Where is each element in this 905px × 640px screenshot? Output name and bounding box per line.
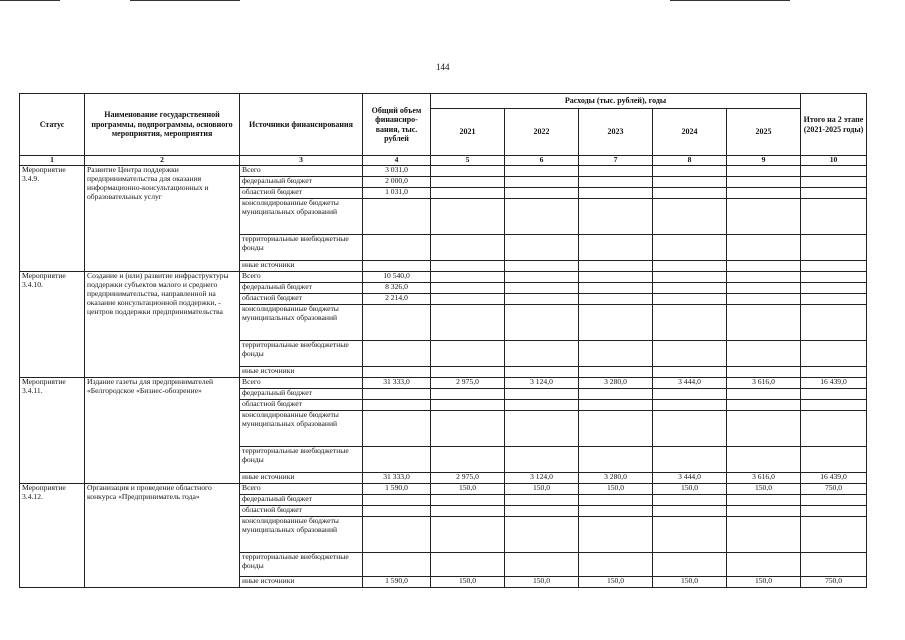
year-value-cell <box>727 166 801 177</box>
year-value-cell <box>431 305 505 341</box>
total-cell <box>363 400 431 411</box>
source-cell: территориальные внебюджетные фонды <box>240 447 363 473</box>
source-cell: территориальные внебюджетные фонды <box>240 235 363 261</box>
year-value-cell <box>431 447 505 473</box>
source-cell: иные источники <box>240 473 363 484</box>
year-value-cell <box>579 199 653 235</box>
year-value-cell <box>653 367 727 378</box>
year-value-cell: 3 124,0 <box>505 378 579 389</box>
year-value-cell <box>431 411 505 447</box>
year-value-cell <box>431 166 505 177</box>
total-cell: 1 031,0 <box>363 188 431 199</box>
header-total: Общий объем финансиро-вания, тыс. рублей <box>363 94 431 156</box>
source-cell: федеральный бюджет <box>240 389 363 400</box>
source-cell: Всего <box>240 166 363 177</box>
year-value-cell <box>579 411 653 447</box>
year-value-cell: 3 616,0 <box>727 378 801 389</box>
total-cell: 1 590,0 <box>363 484 431 495</box>
year-value-cell <box>653 188 727 199</box>
header-year: 2025 <box>727 109 801 156</box>
year-value-cell <box>727 341 801 367</box>
status-cell: Мероприятие 3.4.12. <box>20 484 85 588</box>
year-value-cell <box>505 389 579 400</box>
source-cell: иные источники <box>240 367 363 378</box>
year-value-cell: 3 280,0 <box>579 378 653 389</box>
source-cell: федеральный бюджет <box>240 283 363 294</box>
funding-table <box>19 93 867 588</box>
year-value-cell <box>505 283 579 294</box>
year-value-cell <box>505 447 579 473</box>
stage-total-cell: 16 439,0 <box>801 378 867 389</box>
year-value-cell: 3 444,0 <box>653 473 727 484</box>
status-cell: Мероприятие 3.4.10. <box>20 272 85 378</box>
year-value-cell: 3 444,0 <box>653 378 727 389</box>
stage-total-cell <box>801 447 867 473</box>
year-value-cell <box>579 506 653 517</box>
top-edge-mark <box>670 0 790 1</box>
year-value-cell <box>653 400 727 411</box>
stage-total-cell: 750,0 <box>801 484 867 495</box>
measure-name-cell: Издание газеты для предпринимателей «Белгородское «Бизнес-обозрение» <box>85 378 240 484</box>
year-value-cell <box>579 389 653 400</box>
stage-total-cell <box>801 506 867 517</box>
column-number: 4 <box>363 156 431 166</box>
year-value-cell <box>727 283 801 294</box>
total-cell: 10 540,0 <box>363 272 431 283</box>
total-cell: 31 333,0 <box>363 473 431 484</box>
year-value-cell <box>431 495 505 506</box>
source-cell: областной бюджет <box>240 188 363 199</box>
year-value-cell <box>727 506 801 517</box>
year-value-cell <box>579 188 653 199</box>
column-number: 7 <box>579 156 653 166</box>
column-number: 2 <box>85 156 240 166</box>
year-value-cell <box>579 447 653 473</box>
year-value-cell <box>727 389 801 400</box>
source-cell: иные источники <box>240 577 363 588</box>
year-value-cell: 150,0 <box>579 484 653 495</box>
total-cell: 8 326,0 <box>363 283 431 294</box>
year-value-cell <box>579 294 653 305</box>
year-value-cell: 150,0 <box>727 577 801 588</box>
year-value-cell <box>727 294 801 305</box>
status-cell: Мероприятие 3.4.11. <box>20 378 85 484</box>
year-value-cell <box>727 272 801 283</box>
year-value-cell <box>727 517 801 553</box>
year-value-cell <box>431 400 505 411</box>
header-sources: Источники финансирования <box>240 94 363 156</box>
stage-total-cell <box>801 495 867 506</box>
total-cell <box>363 506 431 517</box>
source-cell: консолидированные бюджеты муниципальных образований <box>240 199 363 235</box>
stage-total-cell: 16 439,0 <box>801 473 867 484</box>
source-cell: Всего <box>240 272 363 283</box>
year-value-cell <box>653 294 727 305</box>
year-value-cell <box>653 341 727 367</box>
year-value-cell: 150,0 <box>653 577 727 588</box>
page-number: 144 <box>436 62 450 72</box>
total-cell <box>363 517 431 553</box>
source-cell: Всего <box>240 484 363 495</box>
year-value-cell <box>505 261 579 272</box>
year-value-cell <box>727 177 801 188</box>
source-cell: областной бюджет <box>240 506 363 517</box>
year-value-cell <box>505 400 579 411</box>
year-value-cell <box>579 517 653 553</box>
year-value-cell <box>653 506 727 517</box>
total-cell <box>363 235 431 261</box>
year-value-cell <box>431 517 505 553</box>
total-cell <box>363 553 431 577</box>
status-cell: Мероприятие 3.4.9. <box>20 166 85 272</box>
stage-total-cell <box>801 283 867 294</box>
stage-total-cell: 750,0 <box>801 577 867 588</box>
total-cell <box>363 341 431 367</box>
year-value-cell <box>431 553 505 577</box>
year-value-cell <box>653 305 727 341</box>
year-value-cell <box>505 235 579 261</box>
total-cell <box>363 305 431 341</box>
year-value-cell <box>505 188 579 199</box>
total-cell: 1 590,0 <box>363 577 431 588</box>
header-year: 2022 <box>505 109 579 156</box>
column-number: 6 <box>505 156 579 166</box>
year-value-cell <box>653 272 727 283</box>
year-value-cell <box>505 166 579 177</box>
year-value-cell <box>431 272 505 283</box>
total-cell <box>363 261 431 272</box>
stage-total-cell <box>801 166 867 177</box>
header-year: 2024 <box>653 109 727 156</box>
stage-total-cell <box>801 341 867 367</box>
year-value-cell <box>431 177 505 188</box>
column-number: 5 <box>431 156 505 166</box>
year-value-cell <box>431 261 505 272</box>
year-value-cell <box>431 506 505 517</box>
source-cell: консолидированные бюджеты муниципальных образований <box>240 411 363 447</box>
year-value-cell <box>505 367 579 378</box>
year-value-cell <box>579 235 653 261</box>
total-cell <box>363 411 431 447</box>
source-cell: областной бюджет <box>240 294 363 305</box>
year-value-cell <box>431 389 505 400</box>
year-value-cell: 150,0 <box>505 484 579 495</box>
year-value-cell <box>653 495 727 506</box>
column-number: 9 <box>727 156 801 166</box>
stage-total-cell <box>801 199 867 235</box>
year-value-cell: 150,0 <box>579 577 653 588</box>
year-value-cell <box>727 199 801 235</box>
year-value-cell <box>505 305 579 341</box>
year-value-cell <box>727 188 801 199</box>
table-row <box>20 378 867 389</box>
source-cell: областной бюджет <box>240 400 363 411</box>
year-value-cell <box>579 553 653 577</box>
total-cell <box>363 199 431 235</box>
year-value-cell <box>579 166 653 177</box>
header-status: Статус <box>20 94 85 156</box>
column-number: 3 <box>240 156 363 166</box>
year-value-cell <box>653 177 727 188</box>
column-number: 8 <box>653 156 727 166</box>
year-value-cell <box>431 188 505 199</box>
table-row <box>20 272 867 283</box>
year-value-cell <box>505 517 579 553</box>
year-value-cell <box>653 261 727 272</box>
source-cell: федеральный бюджет <box>240 495 363 506</box>
total-cell: 2 000,0 <box>363 177 431 188</box>
column-number: 1 <box>20 156 85 166</box>
year-value-cell: 2 975,0 <box>431 378 505 389</box>
year-value-cell <box>505 294 579 305</box>
measure-name-cell: Развитие Центра поддержки предпринимательства для оказания информационно-консультационных и образовательных услуг <box>85 166 240 272</box>
year-value-cell <box>505 199 579 235</box>
year-value-cell <box>579 177 653 188</box>
header-name: Наименование государственной программы, подпрограммы, основного мероприятия, мероприятия <box>85 94 240 156</box>
year-value-cell <box>579 367 653 378</box>
year-value-cell <box>431 199 505 235</box>
table-row <box>20 484 867 495</box>
year-value-cell <box>727 447 801 473</box>
stage-total-cell <box>801 411 867 447</box>
year-value-cell <box>505 495 579 506</box>
stage-total-cell <box>801 553 867 577</box>
year-value-cell: 2 975,0 <box>431 473 505 484</box>
source-cell: территориальные внебюджетные фонды <box>240 341 363 367</box>
year-value-cell <box>431 283 505 294</box>
year-value-cell <box>653 553 727 577</box>
column-number: 10 <box>801 156 867 166</box>
year-value-cell: 3 616,0 <box>727 473 801 484</box>
year-value-cell: 3 124,0 <box>505 473 579 484</box>
year-value-cell <box>653 166 727 177</box>
source-cell: иные источники <box>240 261 363 272</box>
table-row <box>20 166 867 177</box>
stage-total-cell <box>801 400 867 411</box>
year-value-cell <box>431 341 505 367</box>
year-value-cell <box>579 283 653 294</box>
measure-name-cell: Создание и (или) развитие инфраструктуры поддержки субъектов малого и среднего предпринимательства, направленной на оказание консультационной поддержки, - центров поддержки предпринимательства <box>85 272 240 378</box>
year-value-cell <box>653 447 727 473</box>
header-expenses: Расходы (тыс. рублей), годы <box>431 94 801 109</box>
measure-name-cell: Организация и проведение областного конкурса «Предприниматель года» <box>85 484 240 588</box>
total-cell: 31 333,0 <box>363 378 431 389</box>
year-value-cell: 150,0 <box>653 484 727 495</box>
table-body <box>20 156 867 588</box>
year-value-cell: 150,0 <box>431 577 505 588</box>
stage-total-cell <box>801 235 867 261</box>
stage-total-cell <box>801 294 867 305</box>
total-cell <box>363 495 431 506</box>
stage-total-cell <box>801 177 867 188</box>
total-cell: 3 031,0 <box>363 166 431 177</box>
year-value-cell <box>727 305 801 341</box>
year-value-cell <box>431 294 505 305</box>
source-cell: Всего <box>240 378 363 389</box>
year-value-cell <box>653 411 727 447</box>
top-edge-mark <box>0 0 60 1</box>
year-value-cell <box>505 341 579 367</box>
year-value-cell: 3 280,0 <box>579 473 653 484</box>
stage-total-cell <box>801 261 867 272</box>
stage-total-cell <box>801 188 867 199</box>
year-value-cell <box>727 400 801 411</box>
year-value-cell <box>653 389 727 400</box>
stage-total-cell <box>801 272 867 283</box>
stage-total-cell <box>801 389 867 400</box>
year-value-cell <box>727 367 801 378</box>
stage-total-cell <box>801 367 867 378</box>
year-value-cell <box>727 553 801 577</box>
year-value-cell <box>505 272 579 283</box>
source-cell: консолидированные бюджеты муниципальных образований <box>240 517 363 553</box>
source-cell: консолидированные бюджеты муниципальных образований <box>240 305 363 341</box>
year-value-cell <box>431 235 505 261</box>
year-value-cell <box>579 305 653 341</box>
year-value-cell: 150,0 <box>505 577 579 588</box>
year-value-cell <box>579 272 653 283</box>
header-year: 2023 <box>579 109 653 156</box>
total-cell <box>363 447 431 473</box>
total-cell: 2 214,0 <box>363 294 431 305</box>
year-value-cell <box>505 177 579 188</box>
source-cell: территориальные внебюджетные фонды <box>240 553 363 577</box>
year-value-cell <box>505 411 579 447</box>
header-stage-total: Итого на 2 этапе (2021-2025 годы) <box>801 94 867 156</box>
year-value-cell <box>579 495 653 506</box>
year-value-cell <box>579 261 653 272</box>
year-value-cell <box>505 506 579 517</box>
year-value-cell <box>653 235 727 261</box>
source-cell: федеральный бюджет <box>240 177 363 188</box>
stage-total-cell <box>801 517 867 553</box>
top-edge-mark <box>130 0 240 1</box>
year-value-cell <box>579 341 653 367</box>
year-value-cell: 150,0 <box>727 484 801 495</box>
total-cell <box>363 367 431 378</box>
year-value-cell <box>727 261 801 272</box>
year-value-cell <box>727 235 801 261</box>
year-value-cell <box>653 517 727 553</box>
year-value-cell <box>579 400 653 411</box>
stage-total-cell <box>801 305 867 341</box>
header-year: 2021 <box>431 109 505 156</box>
total-cell <box>363 389 431 400</box>
year-value-cell <box>653 199 727 235</box>
year-value-cell <box>727 411 801 447</box>
year-value-cell: 150,0 <box>431 484 505 495</box>
year-value-cell <box>653 283 727 294</box>
year-value-cell <box>505 553 579 577</box>
column-number-row <box>20 156 867 166</box>
year-value-cell <box>727 495 801 506</box>
year-value-cell <box>431 367 505 378</box>
